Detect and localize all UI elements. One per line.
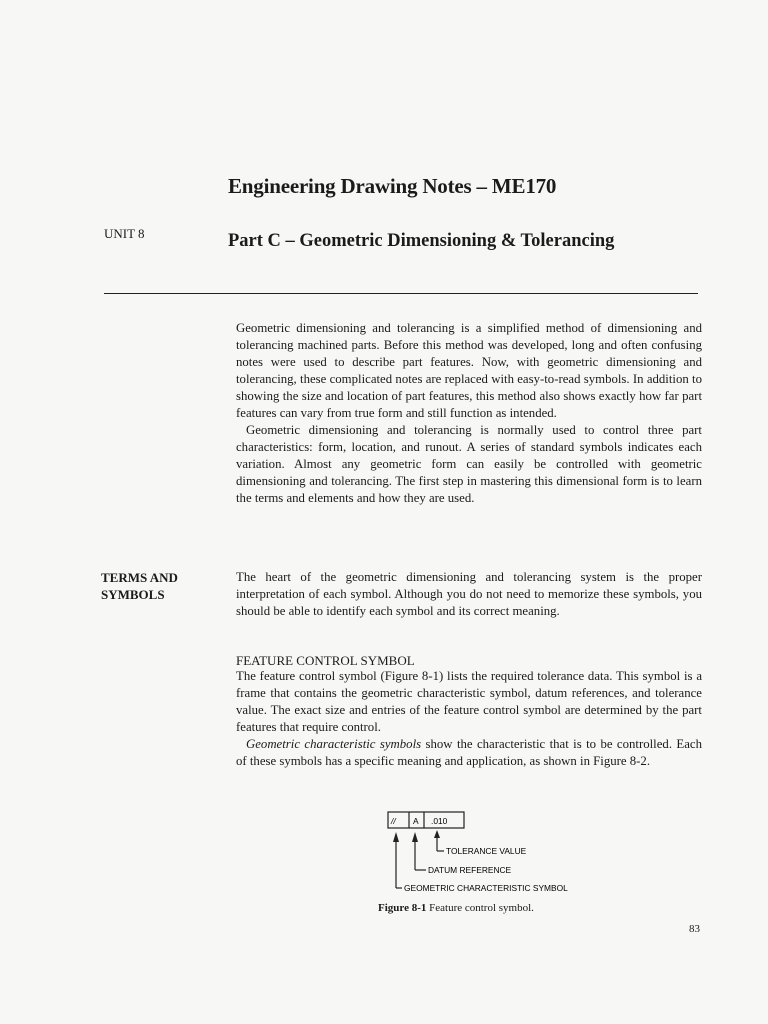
part-title: Part C – Geometric Dimensioning & Tolerancing bbox=[228, 231, 615, 251]
figure-caption bbox=[378, 902, 534, 914]
label-geometric-symbol: GEOMETRIC CHARACTERISTIC SYMBOL bbox=[404, 883, 568, 893]
feature-control-paragraph-1: The feature control symbol (Figure 8-1) lists the required tolerance data. This symbol is a frame that contains the geometric characteristic symbol, datum references, and tolerance value. The exact size and entries of the feature control symbol are determined by the part features that require control. bbox=[236, 669, 702, 734]
figure-number: Figure 8-1 bbox=[378, 902, 427, 914]
feature-control-frame bbox=[388, 812, 464, 828]
page-number: 83 bbox=[689, 923, 700, 935]
intro-paragraph-1: Geometric dimensioning and tolerancing is a simplified method of dimensioning and tolerancing machined parts. Before this method was developed, long and often confusing notes were used to describe part features. Now, with geometric dimensioning and tolerancing, these complicated notes are replaced with easy-to-read symbols. In addition to showing the size and location of part features, this method also shows exactly how far part features can vary from true form and still function as intended. bbox=[236, 321, 702, 420]
feature-control-section bbox=[236, 668, 702, 770]
tolerance-value-text: .010 bbox=[431, 816, 448, 826]
datum-arrowhead bbox=[412, 832, 418, 842]
unit-label: UNIT 8 bbox=[104, 226, 145, 241]
intro-paragraph-2: Geometric dimensioning and tolerancing is normally used to control three part characteristics: form, location, and runout. A series of standard symbols indicates each variation. Almost any geometric form can easily be controlled with geometric dimensioning and tolerancing. The first step in mastering this dimensional form is to learn the terms and elements and how they are used. bbox=[236, 423, 702, 505]
label-datum-reference: DATUM REFERENCE bbox=[428, 865, 512, 875]
tolerance-arrowhead bbox=[434, 830, 440, 838]
feature-control-heading: FEATURE CONTROL SYMBOL bbox=[236, 653, 415, 668]
header-divider bbox=[104, 293, 698, 294]
terms-heading-line-1: TERMS AND bbox=[101, 570, 178, 585]
figure-caption-text: Feature control symbol. bbox=[429, 902, 534, 914]
terms-section bbox=[236, 569, 702, 620]
document-title: Engineering Drawing Notes – ME170 bbox=[228, 174, 557, 198]
feature-control-paragraph-2 bbox=[236, 736, 702, 770]
terms-heading bbox=[101, 569, 178, 603]
parallelism-symbol: // bbox=[391, 816, 396, 826]
intro-section bbox=[236, 320, 702, 507]
geometric-arrowhead bbox=[393, 832, 399, 842]
feature-control-diagram bbox=[380, 808, 620, 900]
datum-letter: A bbox=[413, 816, 419, 826]
label-tolerance-value: TOLERANCE VALUE bbox=[446, 846, 527, 856]
feature-control-paragraph-2-rest: show the characteristic that is to be controlled. Each of these symbols has a specific meaning and application, as shown in Figure 8-2. bbox=[236, 737, 702, 768]
terms-heading-line-2: SYMBOLS bbox=[101, 587, 165, 602]
terms-paragraph: The heart of the geometric dimensioning and tolerancing system is the proper interpretation of each symbol. Although you do not need to memorize these symbols, you should be able to identify each symbol and its correct meaning. bbox=[236, 570, 702, 618]
geometric-characteristic-term: Geometric characteristic symbols bbox=[246, 737, 422, 751]
